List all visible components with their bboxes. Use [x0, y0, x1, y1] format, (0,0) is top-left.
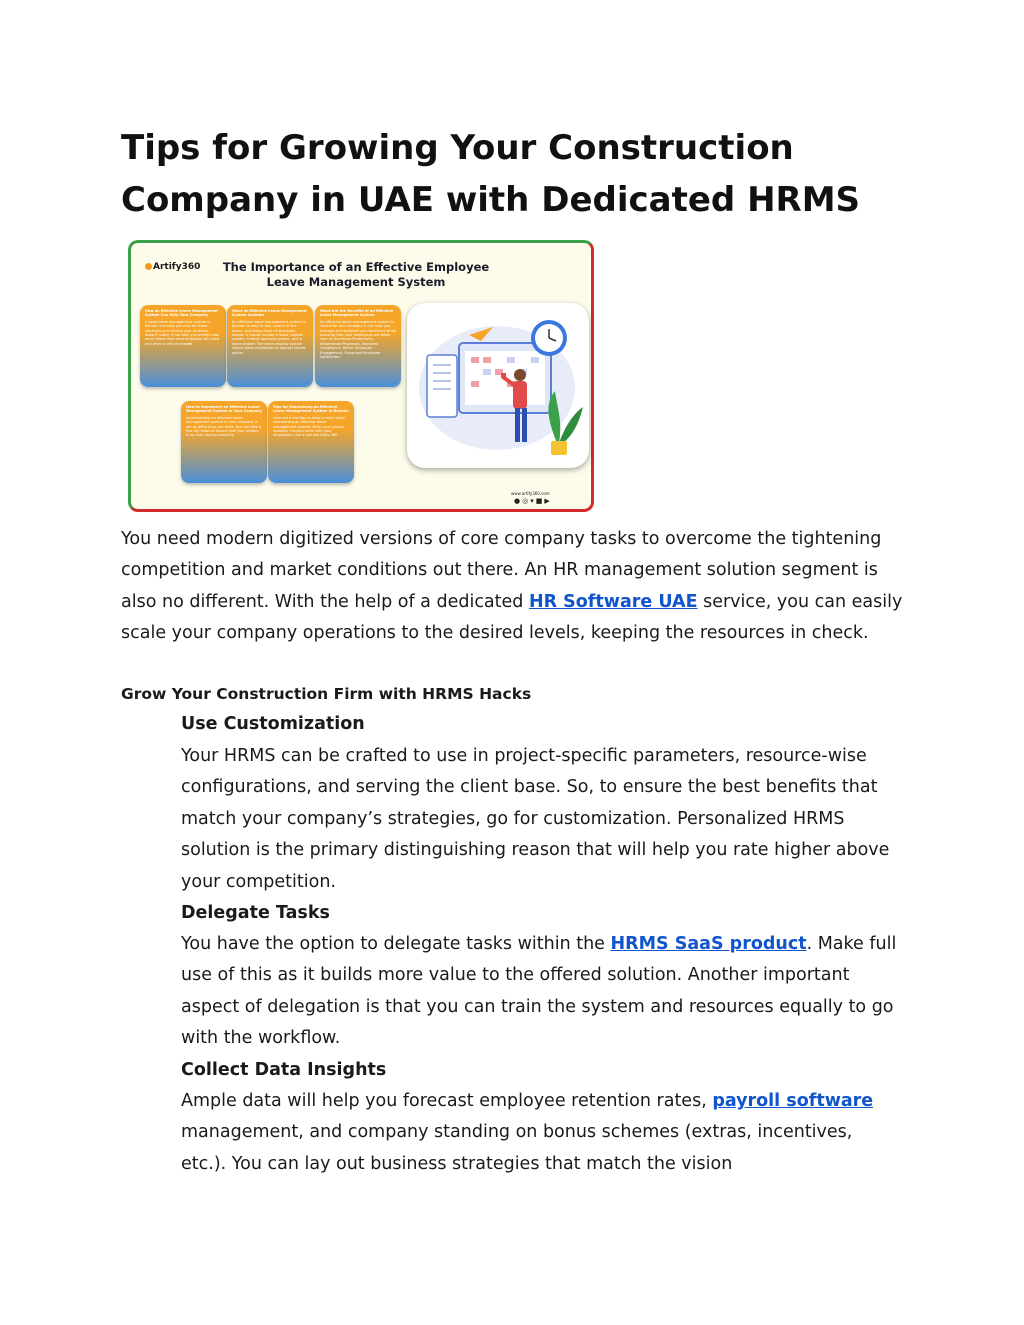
bubble-text: Implementing an effective leave management system in your company is not as difficult as you think. You can take a few key steps to ensure that your system is up and running smoothly. [186, 415, 262, 438]
payroll-software-link[interactable]: payroll software [712, 1091, 874, 1111]
bubble-text: An effective leave management system in Bahrain is easy to use, covers all the bases, and keeps track of employee leaves. It should include a leave request system, a leave approval system, and a leave tracker. The leave request system should allow employees to request leaves online. [232, 319, 307, 355]
logo-mark-icon [145, 263, 152, 270]
hrms-saas-product-link[interactable]: HRMS SaaS product [610, 934, 807, 954]
hr-software-uae-link[interactable]: HR Software UAE [528, 591, 698, 612]
tip-paragraph-delegate [181, 929, 901, 1055]
bubble-text: Here are a few tips to keep in mind when maintaining an effective leave management system: Keep your system updated, Communicate with your employees, Use a tool like Artify 360 [273, 415, 346, 438]
tip-heading-data-insights: Collect Data Insights [181, 1060, 387, 1080]
website-text: www.artify360.com [511, 491, 550, 496]
tip-text-end: . Make full use of this as it builds more value to the offered solution. Another important aspect of delegation is that you can train the system and resources equally to go with the workflow. [181, 934, 897, 1049]
linkedin-icon: ■ [535, 497, 545, 505]
bubble-title: How to Implement an Effective Leave Management System in Your Company [186, 405, 263, 414]
info-bubble [140, 305, 226, 387]
section-heading: Grow Your Construction Firm with HRMS Hacks [121, 685, 532, 703]
info-bubble [181, 401, 267, 483]
bubble-title: What an Effective Leave Management System Includes [232, 309, 307, 318]
info-bubble [315, 305, 401, 387]
artify-logo [145, 262, 200, 272]
bubble-title: How an Effective Leave Management System Can Help Your Company [145, 309, 218, 318]
bubble-text: A good leave management system in Bahrain can help you plan for these situations and ensure your business doesn't suffer. It can help you predict how much leave time each employee will need and when it will be needed. [145, 319, 220, 346]
bubble-title: What Are the Benefits of an Effective Leave Management System [320, 309, 394, 318]
tip-text: Your HRMS can be crafted to use in project-specific parameters, resource-wise configurations, and serving the client base. So, to ensure the best benefits that match your company’s strategies, go for customization. Personalized HRMS solution is the primary distinguishing reason that will help you rate higher above your competition. [181, 746, 890, 892]
logo-text: Artify360 [153, 262, 201, 272]
info-bubble [268, 401, 354, 483]
social-icons [514, 497, 552, 505]
facebook-icon: ● [514, 497, 523, 505]
tip-paragraph-customization [181, 741, 901, 898]
intro-paragraph [121, 524, 911, 650]
youtube-icon: ▶ [544, 497, 552, 505]
worker-illustration [407, 303, 589, 468]
infographic-frame [128, 240, 594, 512]
instagram-icon: ◎ [522, 497, 531, 505]
intro-text-start: You need modern digitized versions of core company tasks to overcome the tightening competition and market conditions out there. An HR management solution segment is also no different. With the help of a dedicated [121, 529, 882, 612]
info-bubble [227, 305, 313, 387]
tip-paragraph-data-insights [181, 1086, 901, 1180]
intro-text-end: service, you can easily scale your company operations to the desired levels, keeping the resources in check. [121, 591, 903, 644]
tip-text-end: management, and company standing on bonus schemes (extras, incentives, etc.). You can lay out business strategies that match the vision [181, 1122, 853, 1174]
tip-heading-delegate: Delegate Tasks [181, 903, 330, 923]
tip-text-start: You have the option to delegate tasks within the [181, 934, 611, 954]
infographic-title: The Importance of an Effective Employee Leave Management System [222, 260, 490, 289]
bubble-text: An effective leave management system is critical for any company. It can help you manage and optimize your workforce while ensuring that your employees are taken care of. Increased Productivity, Streamlined Processes, Improved Compliance, Better Employee Engagement, Enhanced Employee Satisfaction [320, 319, 396, 360]
tip-heading-customization: Use Customization [181, 714, 365, 734]
tip-text-start: Ample data will help you forecast employee retention rates, [181, 1091, 713, 1111]
bubble-title: Tips for Maintaining an Effective Leave Management System in Bahrain [273, 405, 349, 414]
page-title: Tips for Growing Your Construction Company in UAE with Dedicated HRMS [121, 128, 861, 220]
illustration-panel [407, 303, 589, 468]
twitter-icon: ▾ [530, 497, 536, 505]
infographic-image [121, 232, 599, 510]
